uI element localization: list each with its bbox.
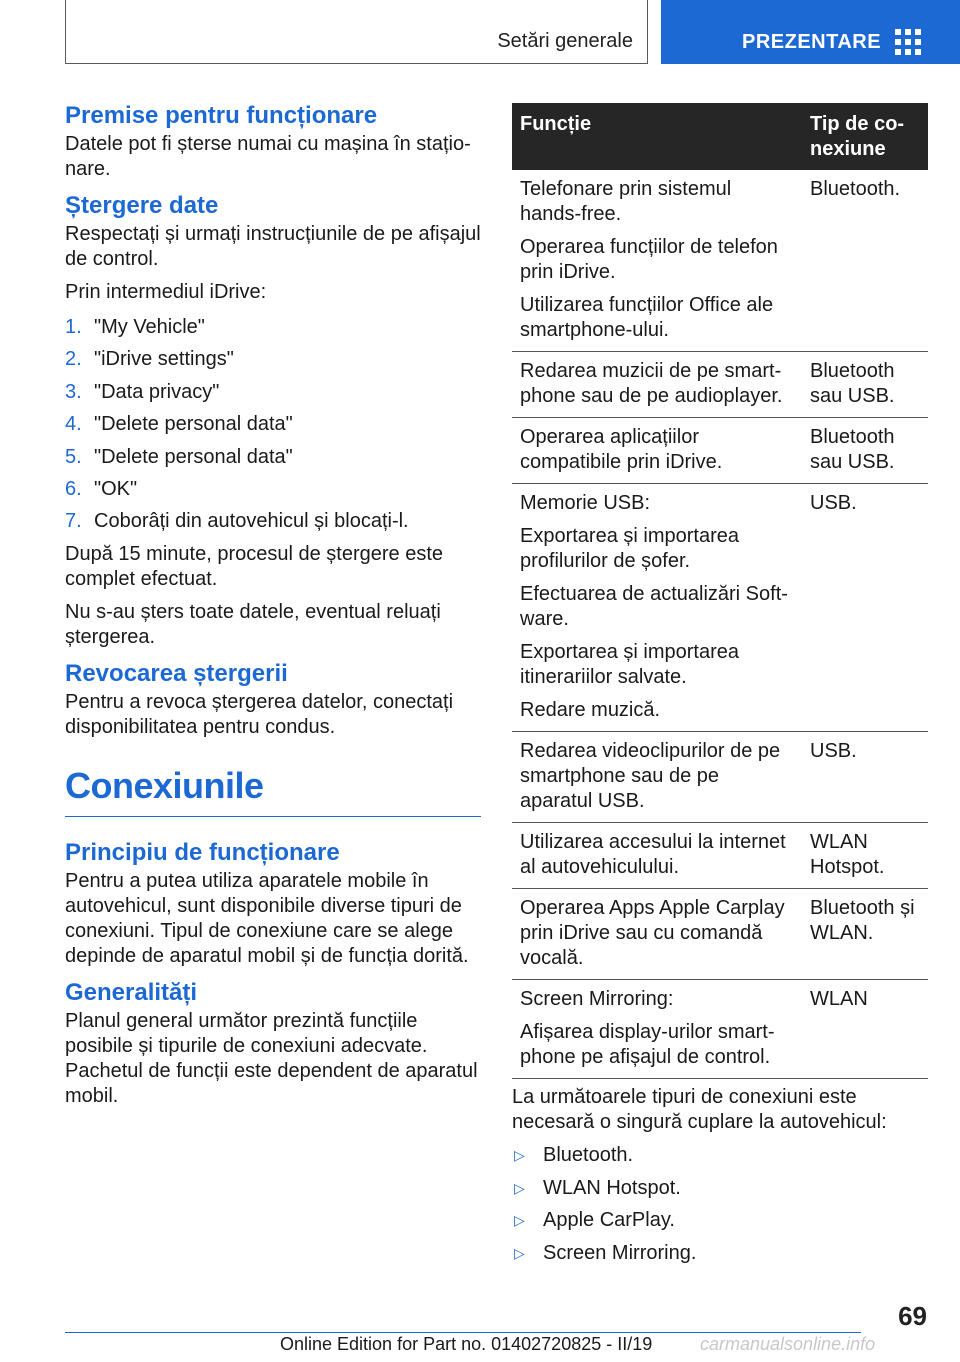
pairing-text: La următoarele tipuri de conexiuni este necesară o singură cuplare la autovehicul: — [512, 1086, 887, 1133]
footer-divider — [65, 1332, 861, 1333]
left-column — [65, 100, 481, 1117]
list-item: 6. "OK" — [65, 477, 138, 500]
list-item: ▷ Bluetooth. — [514, 1144, 634, 1166]
chapter-heading: Conexiunile — [65, 764, 481, 817]
table-row: Operarea aplicațiilor compatibile prin iDrive. Bluetooth sau USB. — [512, 418, 928, 484]
header-chapter-title: PREZENTARE — [742, 31, 882, 53]
table-header-connection: Tip de conexiune — [802, 103, 928, 170]
triangle-bullet-icon: ▷ — [514, 1179, 525, 1196]
table-header-function: Funcție — [512, 103, 802, 170]
principle-heading: Principiu de funcționare — [65, 838, 340, 866]
header-section-title: Setări generale — [497, 30, 633, 52]
page-number: 69 — [898, 1301, 927, 1331]
list-item: 5. "Delete personal data" — [65, 445, 293, 468]
steps-list — [65, 315, 481, 533]
after-text-2: Nu s-au șters toate datele, eventual reluați ștergerea. — [65, 600, 441, 648]
delete-heading: Ștergere date — [65, 192, 219, 219]
delete-text: Respectați și urmați instrucțiunile de pe afișajul de control. — [65, 223, 481, 270]
pairing-list — [512, 1143, 928, 1266]
table-row: Screen Mirroring: Afișarea display-urilor smartphone pe afișajul de control. WLAN — [512, 980, 928, 1079]
table-header-row — [512, 103, 928, 170]
header-section-box — [65, 0, 648, 64]
footer-edition: Online Edition for Part no. 01402720825 - II/19 — [280, 1334, 653, 1354]
after-text-1: După 15 minute, procesul de ștergere este complet efectuat. — [65, 542, 443, 590]
table-row: Redarea videoclipurilor de pe smartphone sau de pe aparatul USB. USB. — [512, 732, 928, 823]
pairing-section — [512, 1085, 928, 1273]
header-chapter-tab[interactable] — [661, 0, 960, 64]
grid-icon[interactable] — [895, 29, 921, 55]
watermark: carmanualsonline.info — [700, 1334, 876, 1354]
table-row: Utilizarea accesului la internet al autovehiculului. WLAN Hotspot. — [512, 823, 928, 889]
list-item: 7. Coborâți din autovehicul și blocați-l. — [65, 510, 409, 533]
list-item: ▷ WLAN Hotspot. — [514, 1176, 681, 1199]
premise-heading: Premise pentru funcționare — [65, 102, 378, 129]
list-item: ▷ Apple CarPlay. — [514, 1209, 675, 1231]
list-item: 2. "iDrive settings" — [65, 348, 234, 371]
list-item: ▷ Screen Mirroring. — [514, 1241, 697, 1264]
table-row: Memorie USB: Exportarea și importarea profilurilor de șofer. Efectuarea de actualizări Software. Exportarea și importarea itinerariilor salvate. Redare muzică. USB. — [512, 484, 928, 732]
list-item: 3. "Data privacy" — [65, 380, 220, 403]
general-text: Planul general următor prezintă funcțiile posibile și tipurile de conexiuni adecvate. Pachetul de funcții este dependent de aparatul mobil. — [65, 1009, 478, 1107]
principle-text: Pentru a putea utiliza aparatele mobile în autovehicul, sunt disponibile diverse tipuri de conexiuni. Tipul de conexiune care se alege depinde de aparatul mobil și de funcția dorită. — [65, 869, 469, 967]
table-row: Operarea Apps Apple Carplay prin iDrive sau cu comandă vocală. Bluetooth și WLAN. — [512, 889, 928, 980]
premise-text: Datele pot fi șterse numai cu mașina în staționare. — [65, 133, 471, 180]
list-item: 1. "My Vehicle" — [65, 316, 205, 338]
table-row: Redarea muzicii de pe smartphone sau de pe audioplayer. Bluetooth sau USB. — [512, 352, 928, 418]
revoke-text: Pentru a revoca ștergerea datelor, conectați disponibilitatea pentru condus. — [65, 690, 454, 738]
list-item: 4. "Delete personal data" — [65, 413, 293, 436]
revoke-heading: Revocarea ștergerii — [65, 659, 288, 687]
connections-table — [512, 103, 928, 1079]
idrive-intro: Prin intermediul iDrive: — [65, 281, 267, 303]
triangle-bullet-icon: ▷ — [514, 1212, 525, 1228]
triangle-bullet-icon: ▷ — [514, 1147, 525, 1163]
table-row: Telefonare prin sistemul hands-free. Operarea funcțiilor de telefon prin iDrive. Utilizarea funcțiilor Office ale smartphone-ului. Bluetooth. — [512, 170, 928, 352]
triangle-bullet-icon: ▷ — [514, 1244, 525, 1261]
general-heading: Generalități — [65, 978, 198, 1006]
